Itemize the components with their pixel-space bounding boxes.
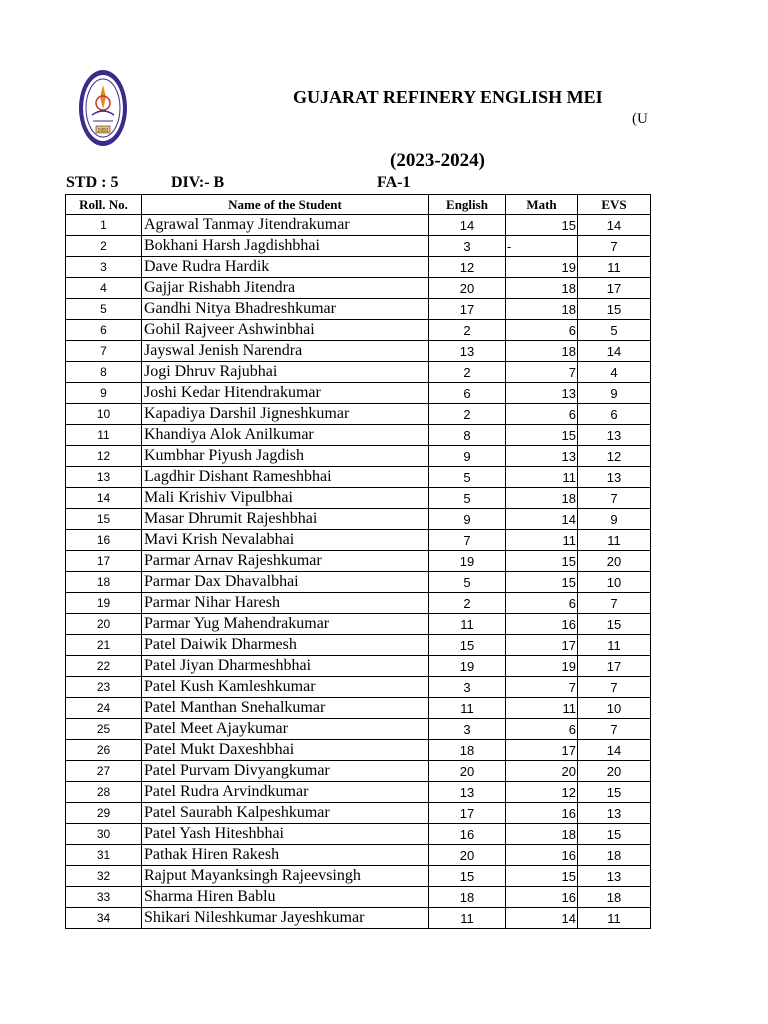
english-mark-cell: 6	[429, 383, 506, 404]
table-row	[66, 488, 651, 509]
math-mark-cell: 13	[506, 446, 578, 467]
div-label: DIV:- B	[171, 174, 225, 191]
table-row	[66, 215, 651, 236]
english-mark-cell: 13	[429, 782, 506, 803]
student-name-cell: Joshi Kedar Hitendrakumar	[142, 383, 429, 404]
table-row	[66, 320, 651, 341]
header-math: Math	[506, 195, 578, 215]
table-row	[66, 467, 651, 488]
english-mark-cell: 18	[429, 887, 506, 908]
english-mark-cell: 7	[429, 530, 506, 551]
student-name-cell: Patel Kush Kamleshkumar	[142, 677, 429, 698]
math-mark-cell: 16	[506, 845, 578, 866]
math-mark-cell: 6	[506, 719, 578, 740]
table-row	[66, 425, 651, 446]
math-mark-cell: 15	[506, 866, 578, 887]
english-mark-cell: 5	[429, 572, 506, 593]
roll-no-cell: 2	[66, 236, 142, 257]
header-evs: EVS	[578, 195, 651, 215]
table-row	[66, 908, 651, 929]
math-mark-cell: 11	[506, 530, 578, 551]
math-mark-cell: 17	[506, 740, 578, 761]
student-name-cell: Parmar Arnav Rajeshkumar	[142, 551, 429, 572]
math-mark-cell: 18	[506, 824, 578, 845]
evs-mark-cell: 7	[578, 488, 651, 509]
math-mark-cell: 18	[506, 278, 578, 299]
student-name-cell: Patel Meet Ajaykumar	[142, 719, 429, 740]
roll-no-cell: 25	[66, 719, 142, 740]
math-mark-cell: 17	[506, 635, 578, 656]
math-mark-cell: 7	[506, 677, 578, 698]
evs-mark-cell: 13	[578, 803, 651, 824]
evs-mark-cell: 13	[578, 425, 651, 446]
evs-mark-cell: 18	[578, 887, 651, 908]
table-row	[66, 236, 651, 257]
roll-no-cell: 1	[66, 215, 142, 236]
evs-mark-cell: 7	[578, 677, 651, 698]
evs-mark-cell: 11	[578, 908, 651, 929]
math-mark-cell: 12	[506, 782, 578, 803]
english-mark-cell: 2	[429, 320, 506, 341]
student-name-cell: Masar Dhrumit Rajeshbhai	[142, 509, 429, 530]
evs-mark-cell: 5	[578, 320, 651, 341]
student-name-cell: Rajput Mayanksingh Rajeevsingh	[142, 866, 429, 887]
english-mark-cell: 9	[429, 509, 506, 530]
roll-no-cell: 11	[66, 425, 142, 446]
english-mark-cell: 8	[429, 425, 506, 446]
student-name-cell: Patel Daiwik Dharmesh	[142, 635, 429, 656]
table-row	[66, 446, 651, 467]
student-name-cell: Jayswal Jenish Narendra	[142, 341, 429, 362]
math-mark-value: -	[507, 239, 512, 254]
student-name-cell: Dave Rudra Hardik	[142, 257, 429, 278]
roll-no-cell: 9	[66, 383, 142, 404]
evs-mark-cell: 4	[578, 362, 651, 383]
english-mark-cell: 3	[429, 236, 506, 257]
student-name-cell: Lagdhir Dishant Rameshbhai	[142, 467, 429, 488]
english-mark-cell: 15	[429, 866, 506, 887]
student-name-cell: Patel Jiyan Dharmeshbhai	[142, 656, 429, 677]
table-row	[66, 278, 651, 299]
header-english: English	[429, 195, 506, 215]
english-mark-cell: 5	[429, 467, 506, 488]
english-mark-cell: 11	[429, 698, 506, 719]
evs-mark-cell: 15	[578, 299, 651, 320]
evs-mark-cell: 13	[578, 467, 651, 488]
student-name-cell: Parmar Dax Dhavalbhai	[142, 572, 429, 593]
roll-no-cell: 34	[66, 908, 142, 929]
english-mark-cell: 17	[429, 299, 506, 320]
school-subtitle: (U	[632, 111, 648, 127]
std-label: STD : 5	[66, 174, 119, 191]
english-mark-cell: 9	[429, 446, 506, 467]
evs-mark-cell: 17	[578, 278, 651, 299]
english-mark-cell: 3	[429, 719, 506, 740]
roll-no-cell: 12	[66, 446, 142, 467]
evs-mark-cell: 17	[578, 656, 651, 677]
math-mark-cell: 6	[506, 404, 578, 425]
table-row	[66, 719, 651, 740]
student-name-cell: Patel Purvam Divyangkumar	[142, 761, 429, 782]
english-mark-cell: 14	[429, 215, 506, 236]
student-name-cell: Kumbhar Piyush Jagdish	[142, 446, 429, 467]
table-row	[66, 740, 651, 761]
evs-mark-cell: 9	[578, 383, 651, 404]
student-name-cell: Jogi Dhruv Rajubhai	[142, 362, 429, 383]
english-mark-cell: 16	[429, 824, 506, 845]
roll-no-cell: 5	[66, 299, 142, 320]
english-mark-cell: 20	[429, 761, 506, 782]
math-mark-cell: 14	[506, 908, 578, 929]
student-name-cell: Agrawal Tanmay Jitendrakumar	[142, 215, 429, 236]
roll-no-cell: 15	[66, 509, 142, 530]
evs-mark-cell: 12	[578, 446, 651, 467]
table-row	[66, 635, 651, 656]
evs-mark-cell: 10	[578, 698, 651, 719]
evs-mark-cell: 9	[578, 509, 651, 530]
evs-mark-cell: 7	[578, 236, 651, 257]
english-mark-cell: 2	[429, 362, 506, 383]
english-mark-cell: 17	[429, 803, 506, 824]
academic-year: (2023-2024)	[390, 150, 485, 171]
math-mark-cell: 19	[506, 656, 578, 677]
math-mark-cell: 16	[506, 803, 578, 824]
evs-mark-cell: 14	[578, 215, 651, 236]
english-mark-cell: 2	[429, 593, 506, 614]
table-body	[66, 215, 651, 929]
english-mark-cell: 18	[429, 740, 506, 761]
english-mark-cell: 20	[429, 845, 506, 866]
roll-no-cell: 22	[66, 656, 142, 677]
evs-mark-cell: 15	[578, 824, 651, 845]
school-name: GUJARAT REFINERY ENGLISH MEI	[293, 87, 603, 107]
english-mark-cell: 11	[429, 908, 506, 929]
header-roll-no: Roll. No.	[66, 195, 142, 215]
math-mark-cell: 15	[506, 572, 578, 593]
math-mark-cell: 19	[506, 257, 578, 278]
student-name-cell: Mavi Krish Nevalabhai	[142, 530, 429, 551]
evs-mark-cell: 13	[578, 866, 651, 887]
table-header-row	[66, 195, 651, 215]
table-row	[66, 593, 651, 614]
roll-no-cell: 24	[66, 698, 142, 719]
student-name-cell: Khandiya Alok Anilkumar	[142, 425, 429, 446]
table-row	[66, 341, 651, 362]
math-mark-cell: 20	[506, 761, 578, 782]
roll-no-cell: 13	[66, 467, 142, 488]
evs-mark-cell: 11	[578, 530, 651, 551]
table-row	[66, 656, 651, 677]
student-name-cell: Parmar Yug Mahendrakumar	[142, 614, 429, 635]
marks-table	[65, 194, 651, 929]
table-row	[66, 257, 651, 278]
roll-no-cell: 7	[66, 341, 142, 362]
evs-mark-cell: 7	[578, 593, 651, 614]
roll-no-cell: 28	[66, 782, 142, 803]
student-name-cell: Patel Yash Hiteshbhai	[142, 824, 429, 845]
table-row	[66, 845, 651, 866]
table-row	[66, 383, 651, 404]
english-mark-cell: 3	[429, 677, 506, 698]
evs-mark-cell: 14	[578, 341, 651, 362]
roll-no-cell: 16	[66, 530, 142, 551]
evs-mark-cell: 20	[578, 551, 651, 572]
table-row	[66, 530, 651, 551]
math-mark-cell: 6	[506, 593, 578, 614]
roll-no-cell: 3	[66, 257, 142, 278]
evs-mark-cell: 15	[578, 614, 651, 635]
table-row	[66, 782, 651, 803]
math-mark-cell: 16	[506, 887, 578, 908]
exam-label: FA-1	[377, 174, 411, 191]
roll-no-cell: 27	[66, 761, 142, 782]
table-row	[66, 677, 651, 698]
english-mark-cell: 11	[429, 614, 506, 635]
math-mark-cell: 11	[506, 698, 578, 719]
roll-no-cell: 4	[66, 278, 142, 299]
roll-no-cell: 33	[66, 887, 142, 908]
table-row	[66, 509, 651, 530]
svg-text:1991: 1991	[97, 128, 109, 134]
evs-mark-cell: 18	[578, 845, 651, 866]
english-mark-cell: 20	[429, 278, 506, 299]
roll-no-cell: 10	[66, 404, 142, 425]
roll-no-cell: 20	[66, 614, 142, 635]
student-name-cell: Sharma Hiren Bablu	[142, 887, 429, 908]
student-name-cell: Patel Mukt Daxeshbhai	[142, 740, 429, 761]
student-name-cell: Bokhani Harsh Jagdishbhai	[142, 236, 429, 257]
evs-mark-cell: 11	[578, 635, 651, 656]
table-row	[66, 887, 651, 908]
english-mark-cell: 13	[429, 341, 506, 362]
evs-mark-cell: 10	[578, 572, 651, 593]
roll-no-cell: 32	[66, 866, 142, 887]
english-mark-cell: 19	[429, 656, 506, 677]
header-student-name: Name of the Student	[142, 195, 429, 215]
english-mark-cell: 12	[429, 257, 506, 278]
student-name-cell: Pathak Hiren Rakesh	[142, 845, 429, 866]
english-mark-cell: 19	[429, 551, 506, 572]
roll-no-cell: 31	[66, 845, 142, 866]
math-mark-cell: 15	[506, 425, 578, 446]
evs-mark-cell: 20	[578, 761, 651, 782]
math-mark-cell: 18	[506, 488, 578, 509]
student-name-cell: Parmar Nihar Haresh	[142, 593, 429, 614]
math-mark-cell: 14	[506, 509, 578, 530]
table-row	[66, 614, 651, 635]
student-name-cell: Gandhi Nitya Bhadreshkumar	[142, 299, 429, 320]
math-mark-cell: 18	[506, 299, 578, 320]
roll-no-cell: 29	[66, 803, 142, 824]
student-name-cell: Patel Manthan Snehalkumar	[142, 698, 429, 719]
student-name-cell: Mali Krishiv Vipulbhai	[142, 488, 429, 509]
roll-no-cell: 17	[66, 551, 142, 572]
table-row	[66, 698, 651, 719]
table-row	[66, 362, 651, 383]
math-mark-cell: 16	[506, 614, 578, 635]
table-row	[66, 551, 651, 572]
roll-no-cell: 30	[66, 824, 142, 845]
math-mark-cell: 15	[506, 551, 578, 572]
english-mark-cell: 5	[429, 488, 506, 509]
math-mark-cell: 15	[506, 215, 578, 236]
roll-no-cell: 18	[66, 572, 142, 593]
roll-no-cell: 21	[66, 635, 142, 656]
table-row	[66, 866, 651, 887]
english-mark-cell: 2	[429, 404, 506, 425]
roll-no-cell: 23	[66, 677, 142, 698]
evs-mark-cell: 15	[578, 782, 651, 803]
roll-no-cell: 14	[66, 488, 142, 509]
table-row	[66, 824, 651, 845]
evs-mark-cell: 14	[578, 740, 651, 761]
evs-mark-cell: 7	[578, 719, 651, 740]
english-mark-cell: 15	[429, 635, 506, 656]
table-row	[66, 761, 651, 782]
roll-no-cell: 6	[66, 320, 142, 341]
math-mark-cell: 18	[506, 341, 578, 362]
roll-no-cell: 26	[66, 740, 142, 761]
table-row	[66, 803, 651, 824]
student-name-cell: Kapadiya Darshil Jigneshkumar	[142, 404, 429, 425]
evs-mark-cell: 6	[578, 404, 651, 425]
math-mark-cell	[506, 236, 578, 257]
math-mark-cell: 13	[506, 383, 578, 404]
student-name-cell: Shikari Nileshkumar Jayeshkumar	[142, 908, 429, 929]
roll-no-cell: 8	[66, 362, 142, 383]
table-row	[66, 299, 651, 320]
math-mark-cell: 11	[506, 467, 578, 488]
table-row	[66, 572, 651, 593]
math-mark-cell: 7	[506, 362, 578, 383]
student-name-cell: Gohil Rajveer Ashwinbhai	[142, 320, 429, 341]
student-name-cell: Patel Rudra Arvindkumar	[142, 782, 429, 803]
roll-no-cell: 19	[66, 593, 142, 614]
table-row	[66, 404, 651, 425]
student-name-cell: Patel Saurabh Kalpeshkumar	[142, 803, 429, 824]
evs-mark-cell: 11	[578, 257, 651, 278]
school-logo	[78, 69, 128, 147]
student-name-cell: Gajjar Rishabh Jitendra	[142, 278, 429, 299]
math-mark-cell: 6	[506, 320, 578, 341]
